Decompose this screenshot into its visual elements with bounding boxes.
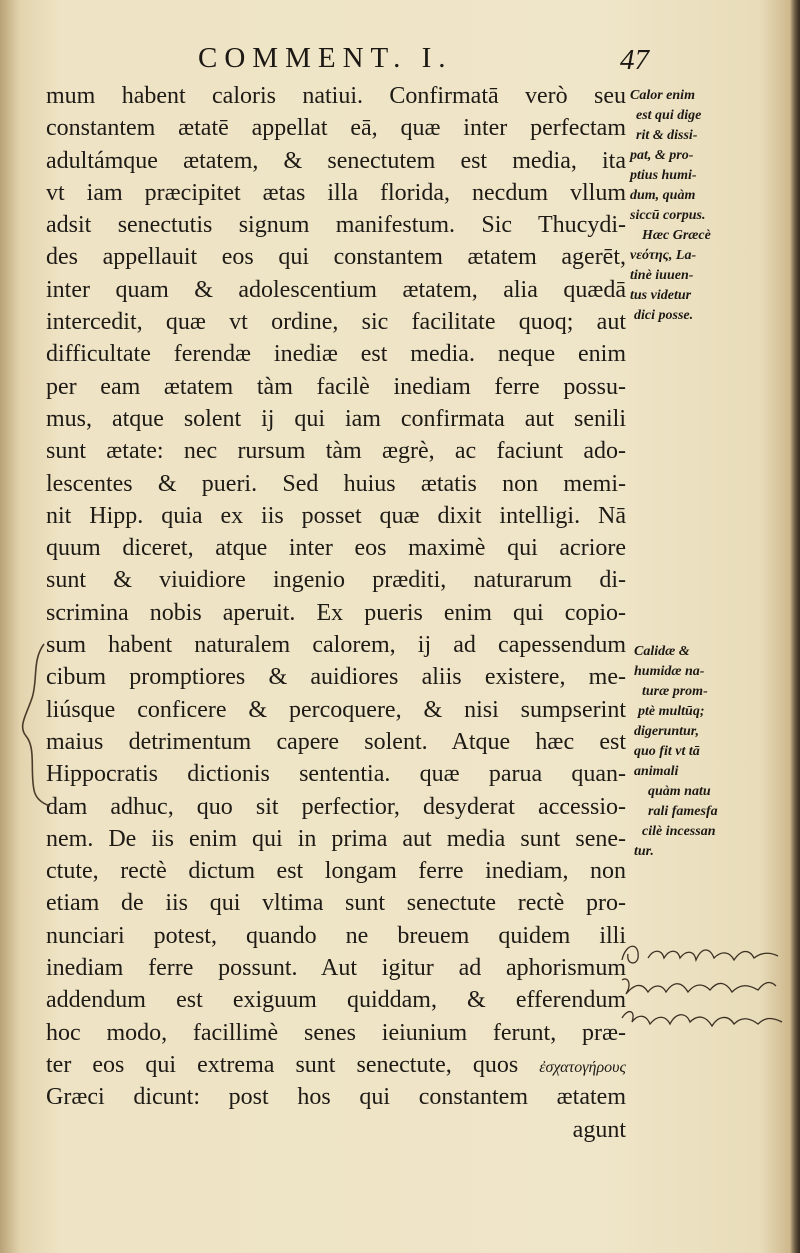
marginal-note-line: humidæ na- [634,664,705,679]
text-line: vt iam præcipitet ætas illa florida, necdum vllum [46,179,626,206]
text-line: Græci dicunt: post hos qui constantem ætatem [46,1084,626,1111]
marginal-note-line: quàm natu [648,784,711,799]
text-line: dam adhuc, quo sit perfectior, desyderat accessio- [46,793,626,820]
marginal-note-line: ptius humi- [630,168,697,183]
text-line: nunciari potest, quando ne breuem quidem illi [46,922,626,949]
handwritten-annotation [618,940,788,970]
text-line: nem. De iis enim qui in prima aut media sunt sene- [46,825,626,852]
handwritten-bracket [14,640,54,810]
marginal-note-line: turæ prom- [642,684,708,699]
text-line: quum diceret, atque inter eos maximè qui acriore [46,535,626,562]
marginal-note-line: νεότης, La- [630,248,697,263]
marginal-note-line: pat, & pro- [630,148,694,163]
marginal-note [630,86,788,326]
text-line: intercedit, quæ vt ordine, sic facilitate quoq; aut [46,309,626,336]
marginal-note-line: Calidæ & [634,644,690,659]
marginal-note-line: siccū corpus. [630,208,706,223]
catchword: agunt [572,1116,626,1143]
text-line: sum habent naturalem calorem, ij ad capessendum [46,632,626,659]
marginal-note-line: tur. [634,844,654,859]
text-line: inter quam & adolescentium ætatem, alia quædā [46,276,626,303]
text-line: ter eos qui extrema sunt senectute, quos ἐσχατογήρους [46,1051,626,1078]
text-line: sunt & viuidiore ingenio præditi, naturarum di- [46,567,626,594]
text-line: difficultate ferendæ inediæ est media. neque enim [46,341,626,368]
text-line: scrimina nobis aperuit. Ex pueris enim qui copio- [46,599,626,626]
text-line: lescentes & pueri. Sed huius ætatis non memi- [46,470,626,497]
text-line: adsit senectutis signum manifestum. Sic Thucydi- [46,212,626,239]
text-line: constantem ætatē appellat eā, quæ inter perfectam [46,115,626,142]
handwritten-annotation [618,1004,788,1034]
text-line: Hippocratis dictionis sententia. quæ parua quan- [46,761,626,788]
marginal-note-line: est qui dige [636,108,702,123]
text-line: per eam ætatem tàm facilè inediam ferre possu- [46,373,626,400]
marginal-note-line: Hæc Græcè [642,228,711,243]
body-text [46,80,626,1146]
text-line: hoc modo, facillimè senes ieiunium ferunt, præ- [46,1019,626,1046]
marginal-note-line: digeruntur, [634,724,699,739]
page-number: 47 [620,44,649,76]
marginal-note-line: cilè incessan [642,824,716,839]
marginal-note-line: dici posse. [634,308,694,323]
marginal-note-line: quo fit vt tā [634,744,700,759]
running-head: COMMENT. I. [198,42,453,74]
marginal-note-line: ptè multūq; [638,704,705,719]
marginal-note-line: rali famesfa [648,804,718,819]
greek-word: ἐσχατογήρους [539,1058,626,1076]
text-line: mum habent caloris natiui. Confirmatā verò seu [46,83,626,109]
marginal-note-line: rit & dissi- [636,128,698,143]
text-line: etiam de iis qui vltima sunt senectute rectè pro- [46,890,626,917]
marginal-note-line: animali [634,764,679,779]
marginal-note-line: Calor enim [630,88,695,103]
text-line: liúsque conficere & percoquere, & nisi sumpserint [46,696,626,723]
text-line: ctute, rectè dictum est longam ferre inediam, non [46,858,626,885]
marginal-note [634,642,792,862]
page-header [0,38,800,82]
marginal-note-line: tinè iuuen- [630,268,694,283]
text-line: nit Hipp. quia ex iis posset quæ dixit intelligi. Nā [46,502,626,529]
text-line: mus, atque solent ij qui iam confirmata aut senili [46,405,626,432]
text-line: cibum promptiores & auidiores aliis existere, me- [46,664,626,691]
text-line: addendum est exiguum quiddam, & efferendum [46,987,626,1014]
text-line: sunt ætate: nec rursum tàm ægrè, ac faciunt ado- [46,438,626,465]
text-line: des appellauit eos qui constantem ætatem agerēt, [46,244,626,271]
marginal-note-line: dum, quàm [630,188,696,203]
handwritten-annotation [618,972,788,1002]
marginal-note-line: tus videtur [630,288,692,303]
text-line: maius detrimentum capere solent. Atque hæc est [46,728,626,755]
text-line: adultámque ætatem, & senectutem est media, ita [46,147,626,174]
text-line: inediam ferre possunt. Aut igitur ad aphorismum [46,955,626,982]
